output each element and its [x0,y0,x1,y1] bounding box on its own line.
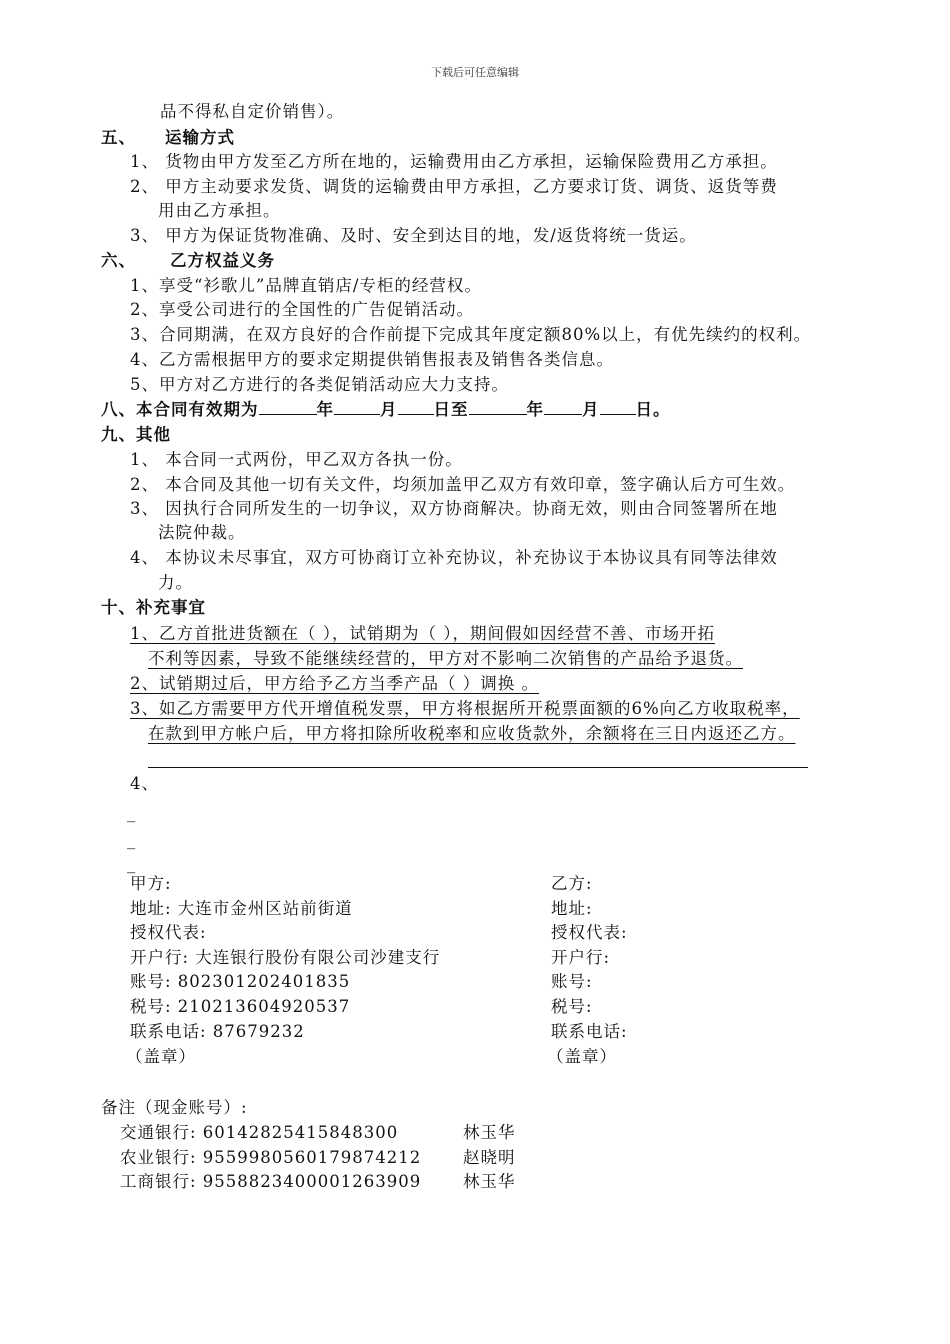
partyA-seal: （盖章） [126,1047,196,1066]
remarks-bank-3: 工商银行: 9558823400001263909 [120,1172,422,1191]
label-day1: 日至 [433,400,469,419]
section10-item1: 1、乙方首批进货额在（ ），试销期为（ ），期间假如因经营不善、市场开拓 [130,624,715,643]
remarks-name-1: 林玉华 [463,1123,516,1142]
dash-line-2: _ [127,830,137,849]
section9-item3-cont: 法院仲裁。 [158,523,246,542]
dash-line-1: _ [127,803,137,822]
remarks-title: 备注（现金账号）: [101,1098,248,1117]
partyB-seal: （盖章） [547,1047,617,1066]
section6-item1: 1、享受“衫歌儿”品牌直销店/专柜的经营权。 [130,276,482,295]
section6-item5: 5、甲方对乙方进行的各类促销活动应大力支持。 [130,375,509,394]
section5-item1: 1、 货物由甲方发至乙方所在地的，运输费用由乙方承担，运输保险费用乙方承担。 [130,152,778,171]
partyA-rep: 授权代表: [130,923,207,942]
label-year1: 年 [316,400,334,419]
partyA-account: 账号: 802301202401835 [130,972,351,991]
partyA-phone: 联系电话: 87679232 [130,1022,305,1041]
continuation-line: 品不得私自定价销售）。 [160,102,345,121]
partyA-label: 甲方: [130,874,172,893]
partyB-label: 乙方: [551,874,593,893]
remarks-bank-2: 农业银行: 9559980560179874212 [120,1148,422,1167]
blank-start-day[interactable] [398,398,434,415]
section6-item3: 3、合同期满，在双方良好的合作前提下完成其年度定额80%以上，有优先续约的权利。 [130,325,812,344]
dash-line-3: _ [127,854,137,873]
partyA-bank: 开户行: 大连银行股份有限公司沙建支行 [130,948,441,967]
remarks-name-3: 林玉华 [463,1172,516,1191]
section5-item2: 2、 甲方主动要求发货、调货的运输费由甲方承担，乙方要求订货、调货、返货等费 [130,177,778,196]
supplement-blank-line [148,767,808,768]
partyB-bank: 开户行: [551,948,611,967]
section9-item4-cont: 力。 [158,573,193,592]
section9-title: 九、其他 [101,425,171,444]
section10-item4: 4、 [130,774,159,793]
section9-item3: 3、 因执行合同所发生的一切争议，双方协商解决。协商无效，则由合同签署所在地 [130,499,778,518]
section10-item2: 2、试销期过后，甲方给予乙方当季产品（ ）调换 。 [130,674,539,693]
label-month1: 月 [380,400,398,419]
label-month2: 月 [582,400,600,419]
partyB-tax: 税号: [551,997,593,1016]
blank-start-month[interactable] [334,398,380,415]
partyB-phone: 联系电话: [551,1022,628,1041]
remarks-bank-1: 交通银行: 60142825415848300 [120,1123,399,1142]
partyB-account: 账号: [551,972,593,991]
partyA-tax: 税号: 210213604920537 [130,997,351,1016]
label-year2: 年 [526,400,544,419]
partyB-rep: 授权代表: [551,923,628,942]
blank-start-year[interactable] [259,398,317,415]
section6-title: 乙方权益义务 [170,251,275,270]
section6-item2: 2、享受公司进行的全国性的广告促销活动。 [130,300,474,319]
section10-item3-cont: 在款到甲方帐户后，甲方将扣除所收税率和应收货款外，余额将在三日内返还乙方。 [148,724,796,743]
validity-lead: 八、本合同有效期为 [101,400,259,419]
section8-validity [101,398,671,422]
section6-item4: 4、乙方需根据甲方的要求定期提供销售报表及销售各类信息。 [130,350,614,369]
remarks-name-2: 赵晓明 [463,1148,516,1167]
page-header: 下载后可任意编辑 [431,66,519,79]
blank-end-month[interactable] [544,398,582,415]
partyB-address: 地址: [551,899,593,918]
blank-end-year[interactable] [469,398,527,415]
section5-title: 运输方式 [165,128,235,147]
section10-item1-cont: 不利等因素，导致不能继续经营的，甲方对不影响二次销售的产品给予退货。 [148,649,743,668]
section9-item4: 4、 本协议未尽事宜，双方可协商订立补充协议，补充协议于本协议具有同等法律效 [130,548,778,567]
section9-item2: 2、 本合同及其他一切有关文件，均须加盖甲乙双方有效印章，签字确认后方可生效。 [130,475,796,494]
section9-item1: 1、 本合同一式两份，甲乙双方各执一份。 [130,450,463,469]
section10-title: 十、补充事宜 [101,598,206,617]
section5-item3: 3、 甲方为保证货物准确、及时、安全到达目的地，发/返货将统一货运。 [130,226,697,245]
section5-number: 五、 [101,128,136,147]
blank-end-day[interactable] [600,398,636,415]
section10-item3: 3、如乙方需要甲方代开增值税发票，甲方将根据所开税票面额的6%向乙方收取税率， [130,699,800,718]
label-day2: 日。 [635,400,671,419]
section6-number: 六、 [101,251,136,270]
partyA-address: 地址: 大连市金州区站前街道 [130,899,353,918]
section5-item2-cont: 用由乙方承担。 [158,201,281,220]
